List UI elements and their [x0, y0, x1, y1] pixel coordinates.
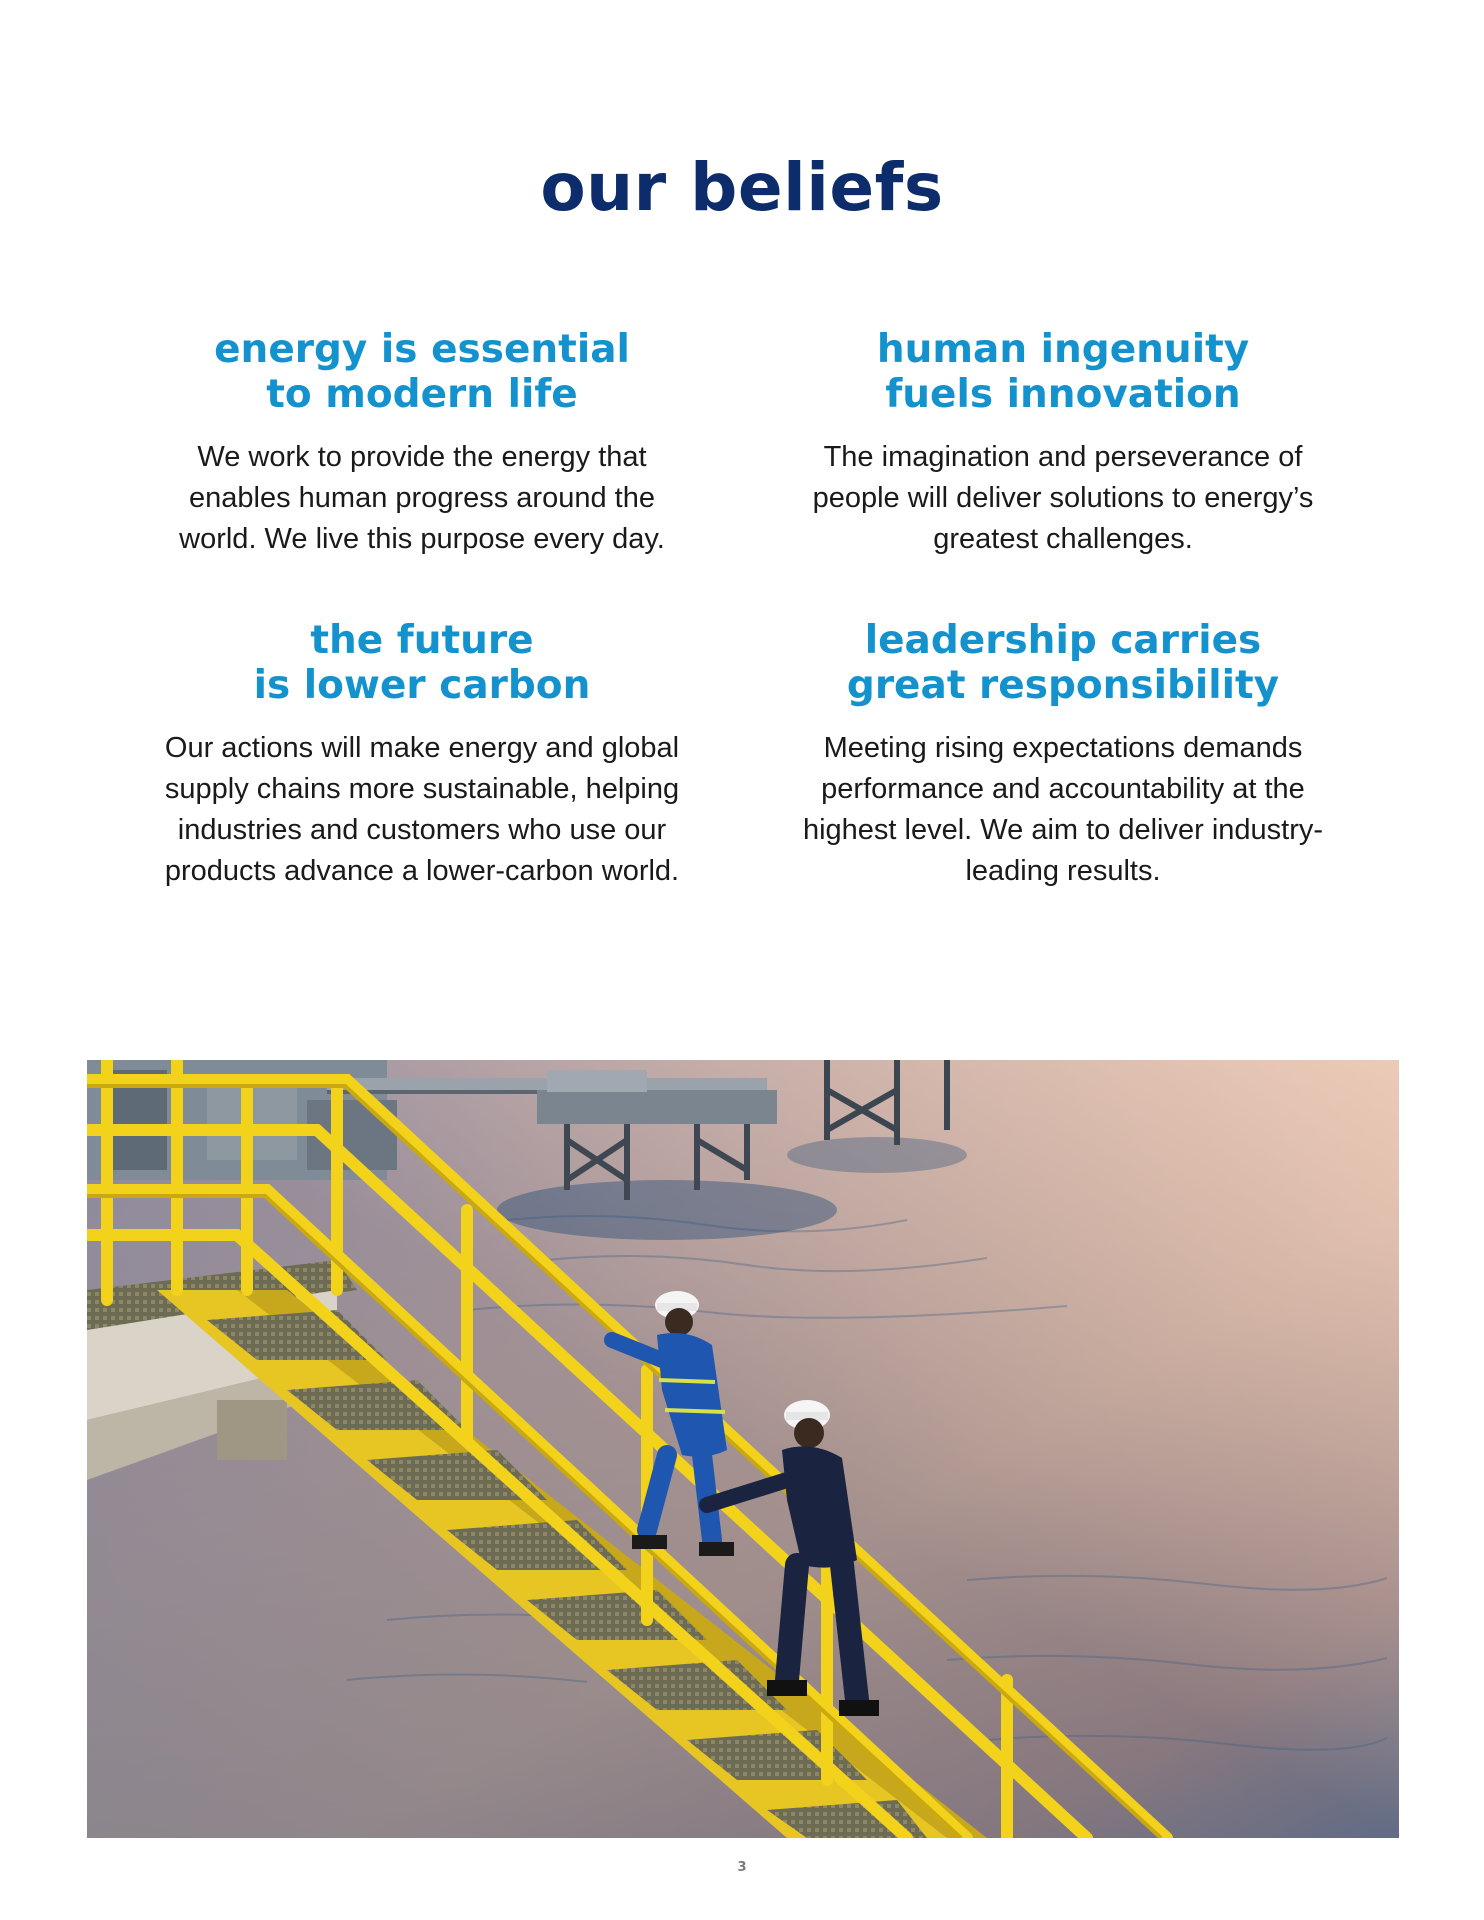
belief-body: The imagination and perseverance of people will deliver solutions to energy’s greatest challenges. — [812, 441, 1314, 555]
belief-heading: the future is lower carbon — [253, 618, 591, 708]
belief-heading: energy is essential to modern life — [214, 327, 630, 417]
belief-body: Our actions will make energy and global supply chains more sustainable, helping industries and customers who use our products advance a lower-carbon world. — [164, 732, 680, 887]
belief-lower-carbon — [132, 618, 712, 892]
page-title: our beliefs — [540, 149, 944, 226]
belief-leadership — [773, 618, 1353, 892]
belief-body: We work to provide the energy that enables human progress around the world. We live this purpose every day. — [179, 441, 665, 555]
offshore-platform-photo — [87, 1060, 1399, 1838]
belief-body: Meeting rising expectations demands performance and accountability at the highest level. We aim to deliver industry- leading results. — [802, 732, 1324, 887]
belief-heading: human ingenuity fuels innovation — [876, 327, 1250, 417]
belief-energy-essential — [132, 327, 712, 560]
page-number: 3 — [737, 1860, 747, 1875]
belief-human-ingenuity — [773, 327, 1353, 560]
belief-heading: leadership carries great responsibility — [846, 618, 1280, 708]
